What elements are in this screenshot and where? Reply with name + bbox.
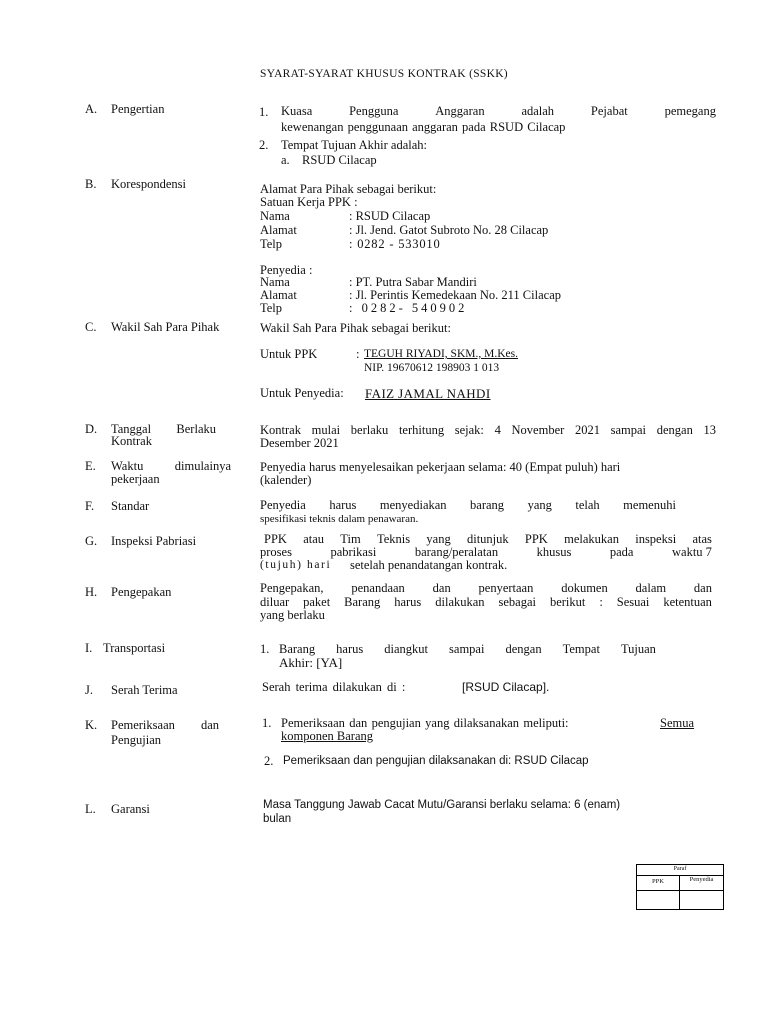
section-letter: I. [85,641,93,655]
word: Tim [340,532,361,546]
text-line: Alamat Para Pihak sebagai berikut: [260,182,437,196]
word: Pejabat [590,104,628,118]
word: PPK [264,532,287,546]
section-letter: B. [85,177,97,191]
word: sampai [610,423,647,437]
word: diluar [260,595,290,609]
word: Tujuan [620,642,656,656]
section-label: Garansi [111,802,150,816]
word: adalah [521,104,555,118]
text-line: Pemeriksaan dan pengujian dilaksanakan di: RSUD Cilacap [283,755,589,767]
list-number: 1. [262,716,272,730]
word: : [599,595,603,609]
serah-terima-location: [RSUD Cilacap]. [462,680,550,694]
section-label: Transportasi [103,641,166,655]
field-label: Nama [260,209,290,223]
word: ditunjuk [466,532,509,546]
field-label: Alamat [260,288,297,302]
word: Sesuai [616,595,650,609]
ppk-representative-name: TEGUH RIYADI, SKM., M.Kes. [364,348,518,360]
section-letter: G. [85,534,98,548]
field-label: Telp [260,301,283,315]
word: memenuhi [623,498,676,512]
word: Kontrak [260,423,301,437]
text-line: Satuan Kerja PPK : [260,195,358,209]
word: inspeksi [635,532,677,546]
inspection-scope-value: Semua [660,716,695,730]
word: penyertaan [478,581,534,595]
justified-line [281,105,716,118]
word: melakukan [564,532,619,546]
word: pabrikasi [330,545,377,559]
word: 13 [703,423,716,437]
word: proses [260,545,292,559]
section-letter: D. [85,422,98,436]
text-line: RSUD Cilacap [302,153,377,167]
text-line: Tempat Tujuan Akhir adalah: [281,138,427,152]
word: dalam [635,581,667,595]
section-label-line2: Kontrak [111,434,152,448]
word: yang [527,498,552,512]
list-number: 2. [264,754,274,768]
text-line: Penyedia : [260,263,313,277]
list-number: 1. [259,105,269,119]
word: pemegang [664,104,716,118]
field-value: : 0282 - 533010 [349,237,441,251]
word: khusus [536,545,572,559]
word: November [511,423,565,437]
section-letter: A. [85,102,98,116]
section-letter: H. [85,585,98,599]
word: pada [609,545,634,559]
section-label: Pengertian [111,102,165,116]
justified-line [260,596,712,609]
section-letter: C. [85,320,97,334]
justified-line [260,499,676,512]
text-line: Masa Tanggung Jawab Cacat Mutu/Garansi berlaku selama: 6 (enam) [263,799,621,811]
word: Pengepakan, [260,581,324,595]
word: Pemeriksaan [111,718,175,732]
field-value: : 0282- 540902 [349,301,468,315]
text-line: spesifikasi teknis dalam penawaran. [260,513,419,525]
word: PPK [524,532,548,546]
sub-letter: a. [281,153,290,167]
word: Barang [344,595,381,609]
word: barang/peralatan [414,545,499,559]
section-label: Wakil Sah Para Pihak [111,320,220,334]
section-label-line2: pekerjaan [111,472,160,486]
word: dokumen [561,581,608,595]
section-label: Inspeksi Pabriasi [111,534,197,548]
section-letter: L. [85,802,96,816]
field-label: Untuk Penyedia: [260,386,344,400]
word: dan [432,581,451,595]
text-fragment: (tujuh) hari [260,559,332,571]
word: Tanggal [111,422,152,436]
paraf-header: Paraf [637,865,723,876]
word: waktu 7 [672,545,712,559]
field-label: Telp [260,237,283,251]
word: berlaku [350,423,389,437]
word: sebagai [498,595,536,609]
field-label: Alamat [260,223,297,237]
word: dan [693,581,712,595]
word: Barang [279,642,316,656]
text-line: yang berlaku [260,608,325,622]
word: terhitung [398,423,445,437]
word: berikut [549,595,586,609]
word: harus [336,642,364,656]
section-label: Standar [111,499,150,513]
paraf-row-divider [637,890,723,891]
section-label-line2: Pengujian [111,733,161,747]
section-letter: E. [85,459,96,473]
text-line: Desember 2021 [260,436,339,450]
word: menyediakan [379,498,447,512]
word: atas [692,532,712,546]
word: Anggaran [435,104,485,118]
field-label: Nama [260,275,290,289]
word: Kuasa [281,104,313,118]
section-letter: F. [85,499,95,513]
word: Tempat [562,642,600,656]
word: yang [426,532,451,546]
word: atau [303,532,325,546]
inspection-scope-value: komponen Barang [281,729,373,743]
text-fragment: setelah penandatangan kontrak. [350,558,508,572]
ppk-nip: NIP. 19670612 198903 1 013 [364,362,500,374]
section-label: Pengepakan [111,585,172,599]
text-line: Wakil Sah Para Pihak sebagai berikut: [260,321,451,335]
word: telah [575,498,600,512]
word: dilakukan [435,595,485,609]
justified-line [260,582,712,595]
word: 4 [494,423,501,437]
word: Teknis [376,532,411,546]
word: penandaan [351,581,405,595]
word: dan [200,718,219,732]
word: sampai [449,642,485,656]
text-line: (kalender) [260,473,312,487]
field-colon: : [356,347,360,361]
paraf-ppk-label: PPK [652,878,664,885]
section-letter: K. [85,718,98,732]
section-label [111,719,219,732]
word: Penyedia [260,498,306,512]
word: dengan [656,423,693,437]
field-value: : Jl. Perintis Kemedekaan No. 211 Cilacap [349,288,561,302]
field-label: Untuk PPK [260,347,318,361]
section-letter: J. [85,683,93,697]
word: mulai [311,423,341,437]
section-label: Korespondensi [111,177,186,191]
list-number: 1. [260,642,270,656]
penyedia-representative-name: FAIZ JAMAL NAHDI [365,386,491,401]
word: dimulainya [174,459,231,473]
word: dengan [505,642,542,656]
text-line: Penyedia harus menyelesaikan pekerjaan selama: 40 (Empat puluh) hari [260,460,621,474]
word: barang [470,498,505,512]
paraf-box [636,864,724,910]
text-line: bulan [263,813,292,825]
field-value: : RSUD Cilacap [349,209,431,223]
word: 2021 [574,423,600,437]
word: harus [394,595,422,609]
word: Berlaku [176,422,216,436]
field-value: : Jl. Jend. Gatot Subroto No. 28 Cilacap [349,223,549,237]
field-value: : PT. Putra Sabar Mandiri [349,275,477,289]
document-title: SYARAT-SYARAT KHUSUS KONTRAK (SSKK) [260,68,508,80]
text-line: Pemeriksaan dan pengujian yang dilaksanakan meliputi: [281,716,569,730]
section-label: Serah Terima [111,683,178,697]
word: paket [303,595,331,609]
word: Pengguna [349,104,399,118]
text-line: Akhir: [YA] [279,655,343,670]
word: diangkut [384,642,428,656]
paraf-penyedia-label: Penyedia [689,876,714,883]
word: Waktu [111,459,144,473]
word: harus [329,498,357,512]
word: sejak: [454,423,484,437]
text-line: kewenangan penggunaan anggaran pada RSUD Cilacap [281,120,566,134]
word: ketentuan [663,595,712,609]
text-line: Serah terima dilakukan di : [262,680,406,694]
list-number: 2. [259,138,269,152]
